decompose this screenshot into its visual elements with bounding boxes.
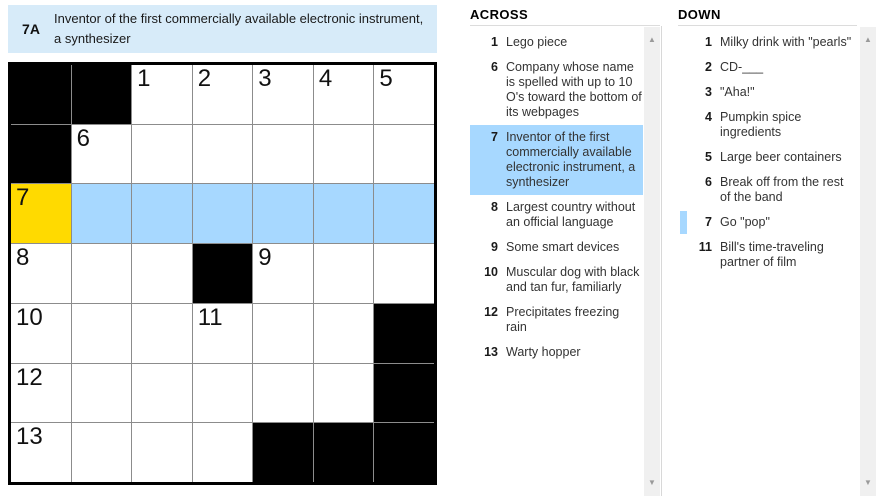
clue-text: Inventor of the first commercially available electronic instrument, a synthesizer <box>506 130 636 189</box>
cell-number: 8 <box>16 244 30 272</box>
clue-down-4[interactable] <box>675 105 857 145</box>
down-scrollbar[interactable] <box>860 27 876 496</box>
grid-cell <box>193 244 253 303</box>
grid-cell <box>72 65 132 124</box>
clue-number: 2 <box>705 60 712 74</box>
clue-text: Some smart devices <box>506 240 620 254</box>
cell-number: 4 <box>318 65 333 92</box>
clue-number: 9 <box>491 240 498 254</box>
column-divider <box>661 26 662 496</box>
grid-cell[interactable] <box>72 304 132 363</box>
down-header-rule <box>678 25 857 26</box>
grid-cell-1[interactable] <box>132 65 192 124</box>
grid-cell <box>374 304 434 363</box>
grid-cell-9[interactable] <box>253 244 313 303</box>
grid-cell[interactable] <box>132 423 192 482</box>
clue-text: Muscular dog with black and tan fur, familiarly <box>506 265 640 294</box>
grid-cell[interactable] <box>132 125 192 184</box>
clue-number: 7 <box>705 215 712 229</box>
crossing-clue-marker <box>680 211 687 234</box>
clue-across-8[interactable] <box>470 195 643 235</box>
scroll-down-icon[interactable]: ▼ <box>864 478 872 487</box>
down-clue-list <box>675 30 857 275</box>
grid-cell-4[interactable] <box>314 65 374 124</box>
current-clue-number: 7A <box>22 21 40 37</box>
clue-text: Pumpkin spice ingredients <box>720 110 802 139</box>
clue-down-1[interactable] <box>675 30 857 55</box>
grid-cell <box>253 423 313 482</box>
grid-cell-10[interactable] <box>11 304 71 363</box>
clue-text: Bill's time-traveling partner of film <box>720 240 824 269</box>
clue-down-7[interactable] <box>675 210 857 235</box>
grid-cell-11[interactable] <box>193 304 253 363</box>
cell-number: 6 <box>76 124 90 152</box>
grid-cell-2[interactable] <box>193 65 253 124</box>
cell-number: 3 <box>258 65 272 92</box>
grid-cell[interactable] <box>72 364 132 423</box>
grid-cell[interactable] <box>193 184 253 243</box>
scroll-down-icon[interactable]: ▼ <box>648 478 656 487</box>
grid-cell[interactable] <box>314 304 374 363</box>
clue-text: Largest country without an official language <box>506 200 636 229</box>
clue-across-13[interactable] <box>470 340 643 365</box>
grid-cell[interactable] <box>253 184 313 243</box>
grid-cell <box>374 364 434 423</box>
clue-down-11[interactable] <box>675 235 857 275</box>
clue-number: 12 <box>484 305 498 319</box>
clue-number: 10 <box>484 265 498 279</box>
clue-text: Milky drink with "pearls" <box>720 35 852 49</box>
clue-text: Company whose name is spelled with up to 10 O's toward the bottom of its webpages <box>506 60 642 119</box>
grid-cell[interactable] <box>253 364 313 423</box>
clue-down-2[interactable] <box>675 55 857 80</box>
grid-cell[interactable] <box>132 304 192 363</box>
clue-number: 1 <box>491 35 498 49</box>
cell-number: 1 <box>137 65 151 92</box>
clue-text: CD-___ <box>720 60 764 74</box>
clue-text: Lego piece <box>506 35 568 49</box>
clue-text: "Aha!" <box>720 85 755 99</box>
clue-number: 6 <box>705 175 712 189</box>
clue-number: 6 <box>491 60 498 74</box>
cell-number: 11 <box>197 303 223 331</box>
clue-across-6[interactable] <box>470 55 643 125</box>
grid-cell[interactable] <box>314 364 374 423</box>
cell-number: 5 <box>379 65 393 92</box>
cell-number: 13 <box>16 423 43 451</box>
across-header: ACROSS <box>470 7 529 22</box>
grid-cell-3[interactable] <box>253 65 313 124</box>
grid-cell[interactable] <box>253 125 313 184</box>
grid-cell[interactable] <box>72 423 132 482</box>
grid-cell[interactable] <box>253 304 313 363</box>
clue-text: Break off from the rest of the band <box>720 175 844 204</box>
grid-cell <box>11 125 71 184</box>
grid-cell[interactable] <box>72 244 132 303</box>
grid-cell-8[interactable] <box>11 244 71 303</box>
grid-cell[interactable] <box>193 423 253 482</box>
grid-cell-12[interactable] <box>11 364 71 423</box>
grid-cell[interactable] <box>374 244 434 303</box>
clue-number: 11 <box>698 240 712 254</box>
grid-cell-5[interactable] <box>374 65 434 124</box>
clue-across-12[interactable] <box>470 300 643 340</box>
clue-down-6[interactable] <box>675 170 857 210</box>
grid-cell-6[interactable] <box>72 125 132 184</box>
grid-cell <box>314 423 374 482</box>
grid-cell[interactable] <box>374 125 434 184</box>
grid-cell[interactable] <box>72 184 132 243</box>
grid-cell-13[interactable] <box>11 423 71 482</box>
current-clue-banner <box>8 5 437 53</box>
across-clue-list <box>470 30 643 365</box>
grid-cell[interactable] <box>314 125 374 184</box>
grid-cell[interactable] <box>374 184 434 243</box>
clue-across-7[interactable] <box>470 125 643 195</box>
scroll-up-icon[interactable]: ▲ <box>864 35 872 44</box>
cell-number: 9 <box>258 244 272 272</box>
clue-across-9[interactable] <box>470 235 643 260</box>
grid-cell[interactable] <box>193 125 253 184</box>
clue-number: 5 <box>705 150 712 164</box>
clue-number: 8 <box>491 200 498 214</box>
cell-number: 7 <box>16 184 30 212</box>
grid-cell[interactable] <box>193 364 253 423</box>
clue-number: 7 <box>491 130 498 144</box>
current-clue-text: Inventor of the first commercially available electronic instrument, a synthesizer <box>54 11 424 46</box>
across-scrollbar[interactable] <box>644 27 660 496</box>
clue-down-5[interactable] <box>675 145 857 170</box>
clue-across-1[interactable] <box>470 30 643 55</box>
crossword-grid <box>8 62 437 485</box>
grid-cell[interactable] <box>314 244 374 303</box>
clue-text: Precipitates freezing rain <box>506 305 620 334</box>
across-header-rule <box>470 25 660 26</box>
clue-down-3[interactable] <box>675 80 857 105</box>
cell-number: 2 <box>197 65 212 92</box>
cell-number: 10 <box>16 303 43 331</box>
cell-number: 12 <box>16 363 43 391</box>
scroll-up-icon[interactable]: ▲ <box>648 35 656 44</box>
clue-text: Go "pop" <box>720 215 770 229</box>
clue-text: Warty hopper <box>506 345 581 359</box>
grid-cell[interactable] <box>132 184 192 243</box>
clue-number: 13 <box>484 345 498 359</box>
clue-text: Large beer containers <box>720 150 842 164</box>
grid-cell[interactable] <box>314 184 374 243</box>
grid-cell[interactable] <box>132 244 192 303</box>
clue-number: 3 <box>705 85 712 99</box>
clue-number: 1 <box>705 35 712 49</box>
grid-cell[interactable] <box>132 364 192 423</box>
grid-cell <box>374 423 434 482</box>
grid-cell <box>11 65 71 124</box>
grid-cell-7[interactable] <box>11 184 71 243</box>
down-header: DOWN <box>678 7 721 22</box>
clue-number: 4 <box>705 110 712 124</box>
clue-across-10[interactable] <box>470 260 643 300</box>
